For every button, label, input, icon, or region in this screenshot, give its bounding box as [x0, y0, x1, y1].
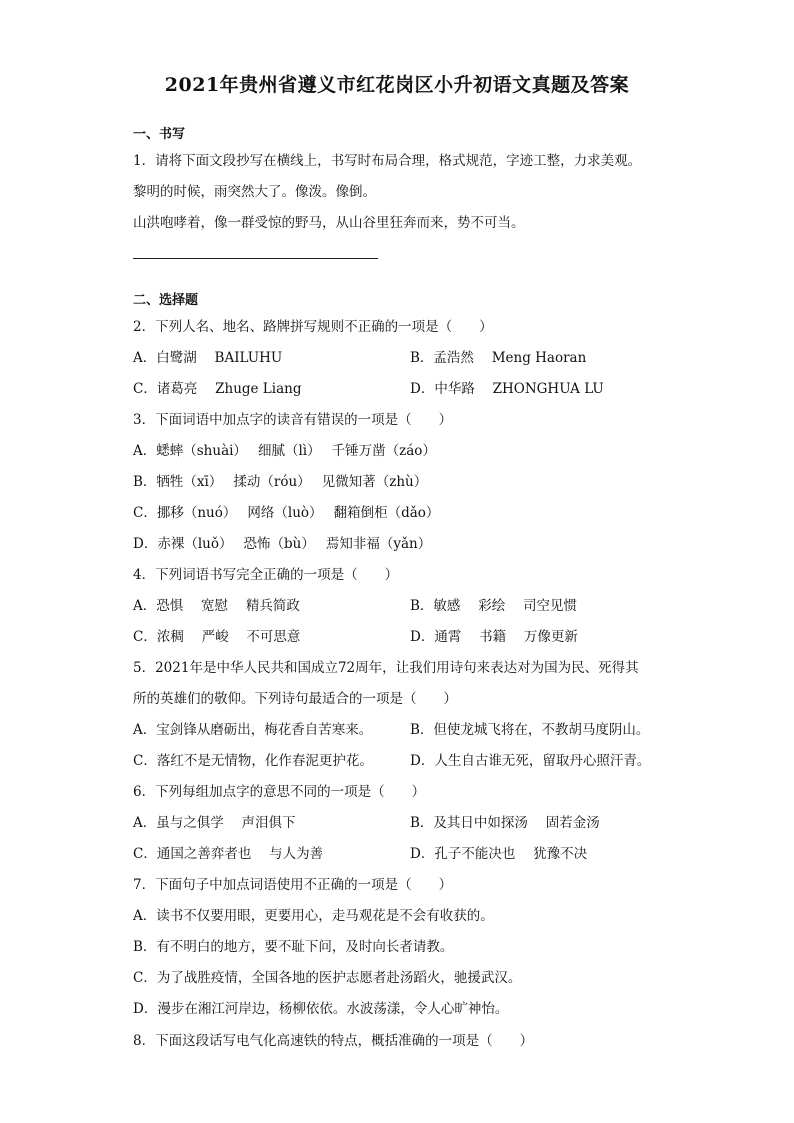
question-5-option-b: B．但使龙城飞将在，不教胡马度阴山。: [410, 722, 650, 738]
question-3-option-b: B．牺牲（xī） 揉动（róu） 见微知著（zhù）: [133, 474, 428, 490]
question-7-option-a: A．读书不仅要用眼，更要用心，走马观花是不会有收获的。: [133, 908, 494, 924]
answer-blank-line: [133, 258, 378, 259]
question-3-option-c: C．挪移（nuó） 网络（luò） 翻箱倒柜（dǎo）: [133, 505, 440, 521]
question-6-option-a: A．虽与之俱学 声泪俱下: [133, 815, 296, 831]
passage-line-1: 黎明的时候，雨突然大了。像泼。像倒。: [133, 184, 376, 200]
page-title: 2021年贵州省遵义市红花岗区小升初语文真题及答案: [164, 74, 630, 96]
question-2-option-d: D．中华路 ZHONGHUA LU: [410, 381, 604, 397]
question-5-option-d: D．人生自古谁无死，留取丹心照汗青。: [410, 753, 651, 769]
question-4-option-a: A．恐惧 宽慰 精兵简政: [133, 598, 300, 614]
question-7-stem: 7．下面句子中加点词语使用不正确的一项是（ ）: [133, 877, 453, 893]
question-5-stem-line-1: 5．2021年是中华人民共和国成立72周年，让我们用诗句来表达对为国为民、死得其: [133, 660, 639, 676]
passage-line-2: 山洪咆哮着，像一群受惊的野马，从山谷里狂奔而来，势不可当。: [133, 215, 525, 231]
section-heading-choice: 二、选择题: [133, 293, 199, 308]
question-7-option-c: C．为了战胜疫情，全国各地的医护志愿者赴汤蹈火，驰援武汉。: [133, 970, 522, 986]
question-6-option-c: C．通国之善弈者也 与人为善: [133, 846, 324, 862]
question-4-option-d: D．通霄 书籍 万像更新: [410, 629, 578, 645]
question-4-option-b: B．敏感 彩绘 司空见惯: [410, 598, 578, 614]
question-2-stem: 2．下列人名、地名、路牌拼写规则不正确的一项是（ ）: [133, 319, 493, 335]
question-6-option-b: B．及其日中如探汤 固若金汤: [410, 815, 600, 831]
question-5-stem-line-2: 所的英雄们的敬仰。下列诗句最适合的一项是（ ）: [133, 691, 457, 707]
question-4-stem: 4．下列词语书写完全正确的一项是（ ）: [133, 567, 399, 583]
question-4-option-c: C．浓稠 严峻 不可思意: [133, 629, 301, 645]
question-6-option-d: D．孔子不能决也 犹豫不决: [410, 846, 588, 862]
question-2-option-a: A．白鹭湖 BAILUHU: [133, 350, 283, 366]
question-6-stem: 6．下列每组加点字的意思不同的一项是（ ）: [133, 784, 426, 800]
question-3-option-d: D．赤裸（luǒ） 恐怖（bù） 焉知非福（yǎn）: [133, 536, 432, 552]
question-5-option-c: C．落红不是无情物，化作春泥更护花。: [133, 753, 373, 769]
question-7-option-b: B．有不明白的地方，要不耻下问，及时向长者请教。: [133, 939, 454, 955]
question-1-stem: 1．请将下面文段抄写在横线上，书写时布局合理，格式规范，字迹工整，力求美观。: [133, 153, 642, 169]
question-5-option-a: A．宝剑锋从磨砺出，梅花香自苦寒来。: [133, 722, 373, 738]
question-2-option-b: B．孟浩然 Meng Haoran: [410, 350, 587, 366]
section-heading-writing: 一、书写: [133, 127, 186, 142]
question-7-option-d: D．漫步在湘江河岸边，杨柳依依。水波荡漾，令人心旷神怡。: [133, 1001, 509, 1017]
question-3-stem: 3．下面词语中加点字的读音有错误的一项是（ ）: [133, 412, 453, 428]
question-2-option-c: C．诸葛亮 Zhuge Liang: [133, 381, 302, 397]
question-3-option-a: A．蟋蟀（shuài） 细腻（lì） 千锤万凿（záo）: [133, 443, 436, 459]
question-8-stem: 8．下面这段话写电气化高速铁的特点，概括准确的一项是（ ）: [133, 1033, 534, 1049]
